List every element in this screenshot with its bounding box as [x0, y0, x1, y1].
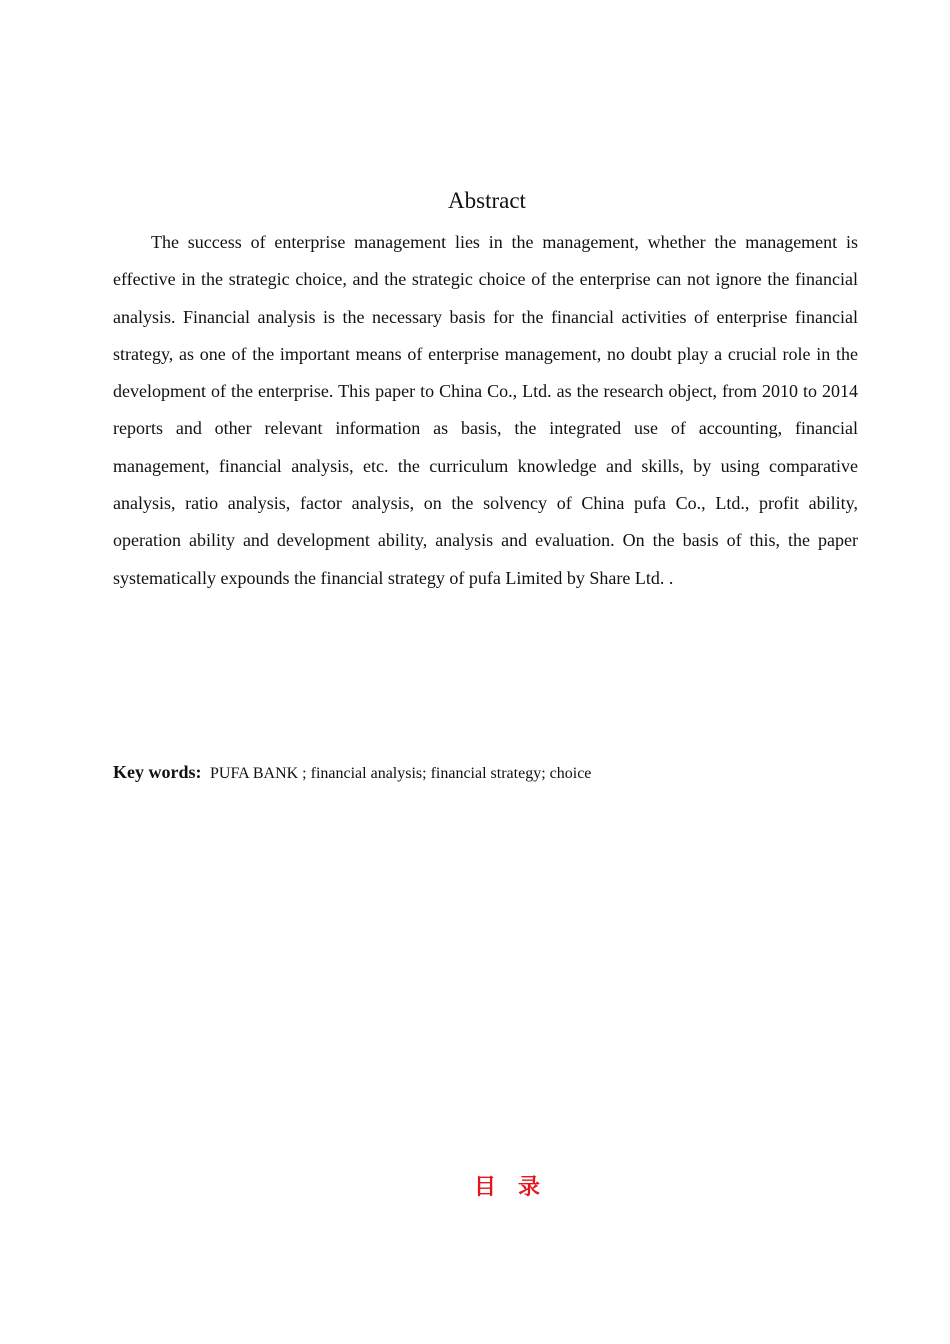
abstract-body: The success of enterprise management lies in the management, whether the management is effective in the strategic choice, and the strategic choice of the enterprise can not ignore the financial analysis. Financial analysis is the necessary basis for the financial activities of enterprise financial strategy, as one of the important means of enterprise management, no doubt play a crucial role in the development of the enterprise. This paper to China Co., Ltd. as the research object, from 2010 to 2014 reports and other relevant information as basis, the integrated use of accounting, financial management, financial analysis, etc. the curriculum knowledge and skills, by using comparative analysis, ratio analysis, factor analysis, on the solvency of China pufa Co., Ltd., profit ability, operation ability and development ability, analysis and evaluation. On the basis of this, the paper systematically expounds the financial strategy of pufa Limited by Share Ltd. . [113, 232, 858, 588]
abstract-heading: Abstract [448, 188, 526, 213]
keywords-line [113, 759, 858, 787]
keywords-text: PUFA BANK ; financial analysis; financial strategy; choice [210, 765, 592, 782]
table-of-contents-heading: 目录 [474, 1175, 563, 1200]
keywords-label: Key words: [113, 762, 202, 782]
